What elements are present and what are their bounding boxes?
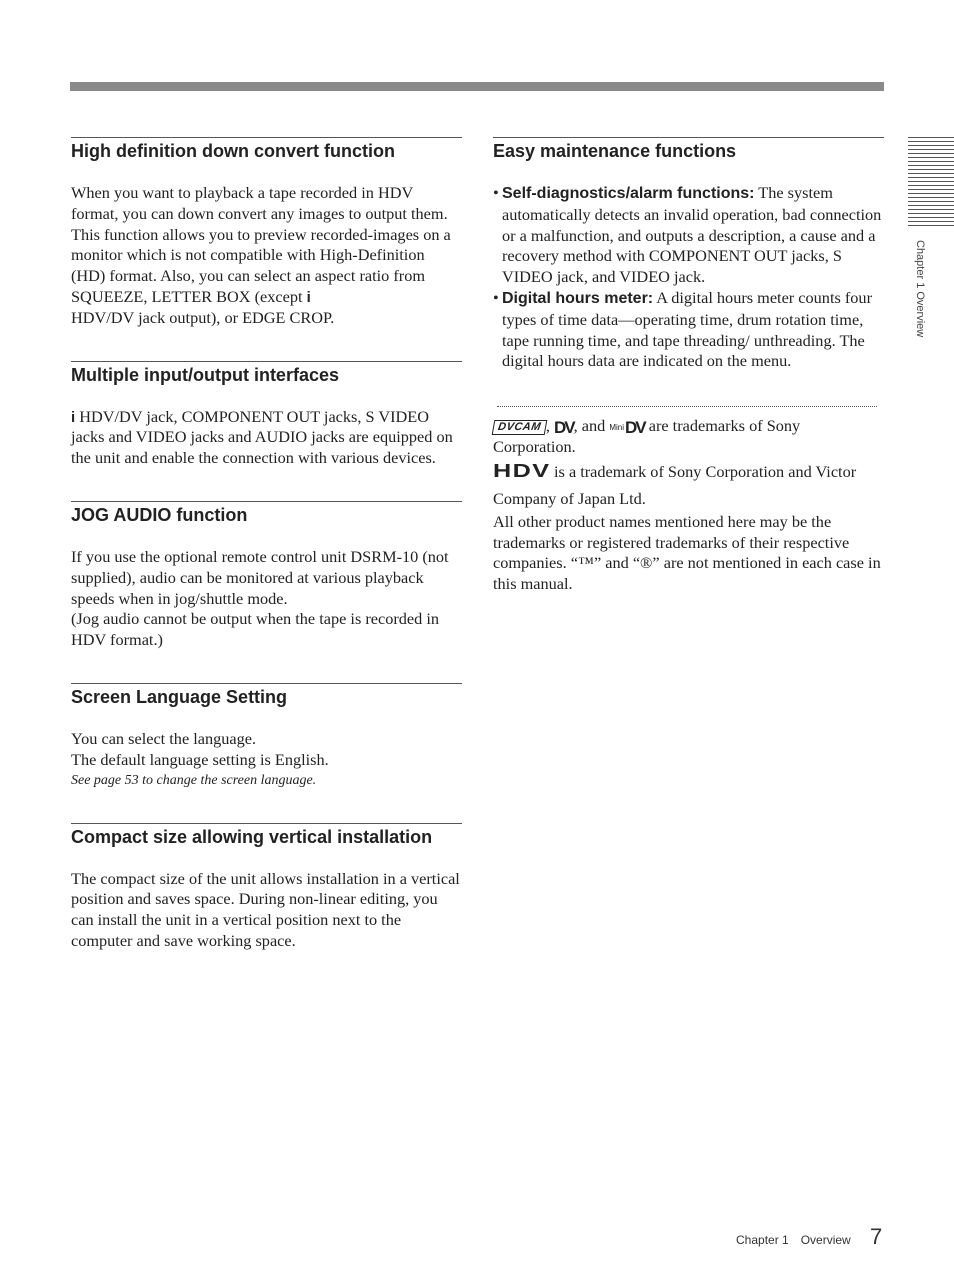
i-link-icon: i [71,408,76,426]
top-rule-bar [70,82,884,91]
chapter-tab-label: Chapter 1 Overview [914,240,926,338]
section-body: You can select the language. The default language setting is English. See page 53 to change the screen language. [71,729,462,791]
section-body: When you want to playback a tape recorded in HDV format, you can down convert any images to output them. This function allows you to preview recorded-images on a monitor which is not compatible with High-Definition (HD) format. Also, you can select an aspect ratio from SQUEEZE, LETTER BOX (except i HDV/DV jack output), or EDGE CROP. [71,183,451,327]
dotted-separator [497,406,877,407]
minidv-logo: $^{Mini}$DV [609,417,645,437]
section-body: The compact size of the unit allows installation in a vertical position and saves space. During non-linear editing, you can install the unit in a vertical position next to the computer and save working space. [71,868,460,950]
bullet-item: • Self-diagnostics/alarm functions: The system automatically detects an invalid operation, bad connection or a malfunction, and outputs a description, a cause and a recovery method with COMPONENT OUT jacks, S VIDEO jack, and VIDEO jack. [493,183,884,288]
footer-chapter-label: Chapter 1 Overview [736,1233,851,1247]
section-compact-size [71,823,462,952]
section-body: i HDV/DV jack, COMPONENT OUT jacks, S VIDEO jacks and VIDEO jacks and AUDIO jacks are equipped on the unit and enable the connection with various devices. [71,406,453,468]
page-reference-note: See page 53 to change the screen language. [71,772,317,788]
section-title: JOG AUDIO function [71,504,248,525]
section-title: Screen Language Setting [71,686,288,707]
section-title: Compact size allowing vertical installation [71,826,433,847]
page-number: 7 [870,1224,883,1249]
trademark-note: DVCAM , DV, and $^{Mini}$DV are trademarks of Sony Corporation. HDV is a trademark of Sony Corporation and Victor Company of Japan Ltd. All other product names mentioned here may be the trademarks or registered trademarks of their respective companies. “™” and “®” are not mentioned in each case in this manual. [493,416,881,594]
hdv-logo: HDV [493,460,551,481]
chapter-tab-marker [908,137,954,229]
section-title: Easy maintenance functions [493,141,737,161]
section-title: Multiple input/output interfaces [71,364,339,385]
dv-logo: DV [554,417,574,437]
section-jog-audio [71,501,462,651]
bullet-item: • Digital hours meter: A digital hours meter counts four types of time data—operating time, drum rotation time, tape running time, and tape threading/ unthreading. The digital hours data are indicated on the menu. [493,288,884,372]
section-body [493,183,884,372]
section-easy-maintenance [493,137,884,372]
left-column [71,137,462,984]
section-io-interfaces [71,361,462,469]
dvcam-logo: DVCAM [492,420,547,435]
section-hd-down-convert [71,137,462,329]
i-link-icon: i [306,288,311,306]
section-body: If you use the optional remote control unit DSRM-10 (not supplied), audio can be monitored at various playback speeds when in jog/shuttle mode. (Jog audio cannot be output when the tape is recorded in HDV format.) [71,546,449,650]
section-title: High definition down convert function [71,141,395,161]
section-screen-language [71,683,462,791]
right-column [493,137,884,595]
